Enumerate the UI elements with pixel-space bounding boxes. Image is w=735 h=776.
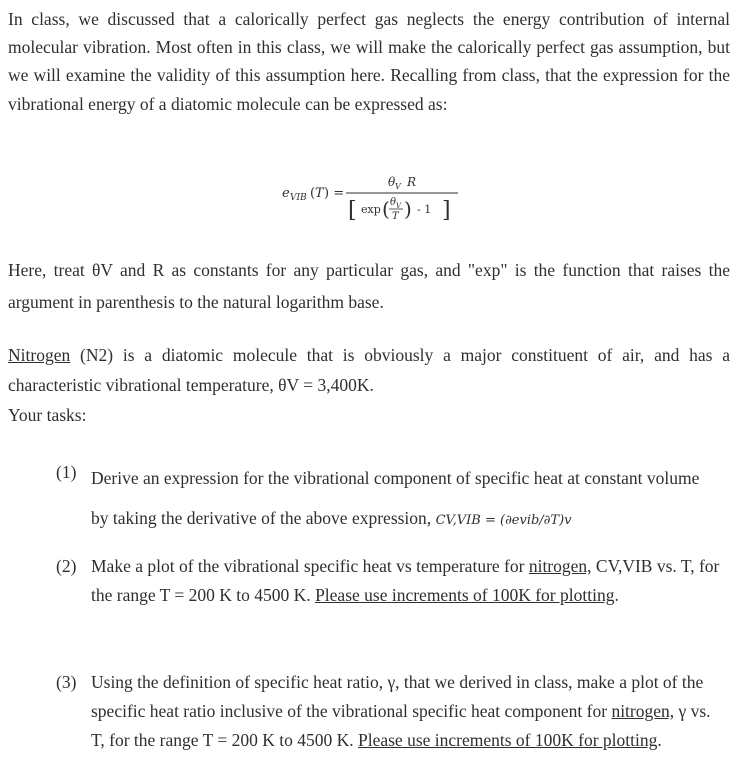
task-1-text: Derive an expression for the vibrational component of specific heat at constant volume by taking the derivative of the above expression, bbox=[91, 468, 700, 528]
svg-text:): ) bbox=[404, 197, 412, 221]
svg-text:e: e bbox=[282, 186, 290, 201]
task-3-increments-link[interactable]: Please use increments of 100K for plotting bbox=[357, 730, 658, 750]
svg-text:V: V bbox=[395, 182, 401, 191]
task-2-text: Make a plot of the vibrational specific heat vs temperature for bbox=[91, 556, 525, 576]
constants-paragraph bbox=[8, 254, 730, 318]
equation-graphic bbox=[282, 170, 482, 232]
task-2-range-text: CV,VIB vs. T, for the range T = 200 K to 4500 K. bbox=[91, 556, 720, 605]
svg-text:(: ( bbox=[382, 197, 390, 221]
svg-text:T: T bbox=[392, 211, 399, 222]
task-2-increments-link[interactable]: Please use increments of 100K for plotting bbox=[315, 585, 615, 605]
constants-text: Here, treat θV and R as constants for any particular gas, and "exp" is the function that raises the argument in parenthesis to the natural logarithm base. bbox=[8, 260, 730, 312]
task-1-math bbox=[436, 513, 572, 528]
svg-text:V: V bbox=[396, 202, 402, 210]
svg-text:]: ] bbox=[442, 198, 451, 223]
svg-text:[: [ bbox=[348, 198, 357, 223]
task-2-period: . bbox=[614, 585, 619, 605]
intro-paragraph: In class, we discussed that a calorically perfect gas neglects the energy contribution of internal molecular vibration. Most often in this class, we will make the calorically perfect gas assumption, but we will examine the validity of this assumption here. Recalling from class, that the expression for the vibrational energy of a diatomic molecule can be expressed as: bbox=[8, 9, 730, 114]
svg-text:) =: ) = bbox=[324, 186, 345, 201]
svg-text:R: R bbox=[407, 175, 417, 189]
task-2 bbox=[56, 552, 720, 610]
task-3-text: Using the definition of specific heat ratio, γ, that we derived in class, make a plot of the specific heat ratio inclusive of the vibrational specific heat component for bbox=[91, 672, 704, 721]
nitrogen-link[interactable]: Nitrogen bbox=[8, 345, 71, 365]
svg-text:exp: exp bbox=[361, 203, 381, 216]
svg-text:(: ( bbox=[310, 186, 316, 201]
task-3-period: . bbox=[657, 730, 662, 750]
task-1-number: (1) bbox=[56, 462, 77, 482]
task-3-number: (3) bbox=[56, 672, 77, 692]
svg-text:θ: θ bbox=[388, 175, 396, 189]
svg-text:θ: θ bbox=[390, 197, 397, 208]
nitrogen-paragraph bbox=[8, 340, 730, 430]
nitrogen-text: (N2) is a diatomic molecule that is obviously a major constituent of air, and has a characteristic vibrational temperature, θV = 3,400K. bbox=[8, 345, 731, 395]
svg-text:T: T bbox=[315, 186, 324, 201]
tasks-label: Your tasks: bbox=[8, 405, 87, 425]
svg-text:- 1: - 1 bbox=[417, 203, 432, 216]
task-1 bbox=[56, 458, 720, 541]
task-2-nitrogen-link[interactable]: nitrogen, bbox=[528, 556, 592, 576]
task-2-number: (2) bbox=[56, 556, 77, 576]
task-1-math-text: CV,VIB = (∂evib/∂T)v bbox=[435, 513, 572, 528]
svg-text:VIB: VIB bbox=[290, 193, 307, 203]
task-3 bbox=[56, 668, 720, 755]
task-3-nitrogen-link[interactable]: nitrogen, bbox=[611, 701, 675, 721]
vibrational-energy-equation bbox=[282, 170, 482, 232]
task-3-range-text: γ vs. T, for the range T = 200 K to 4500 K. bbox=[91, 701, 711, 750]
